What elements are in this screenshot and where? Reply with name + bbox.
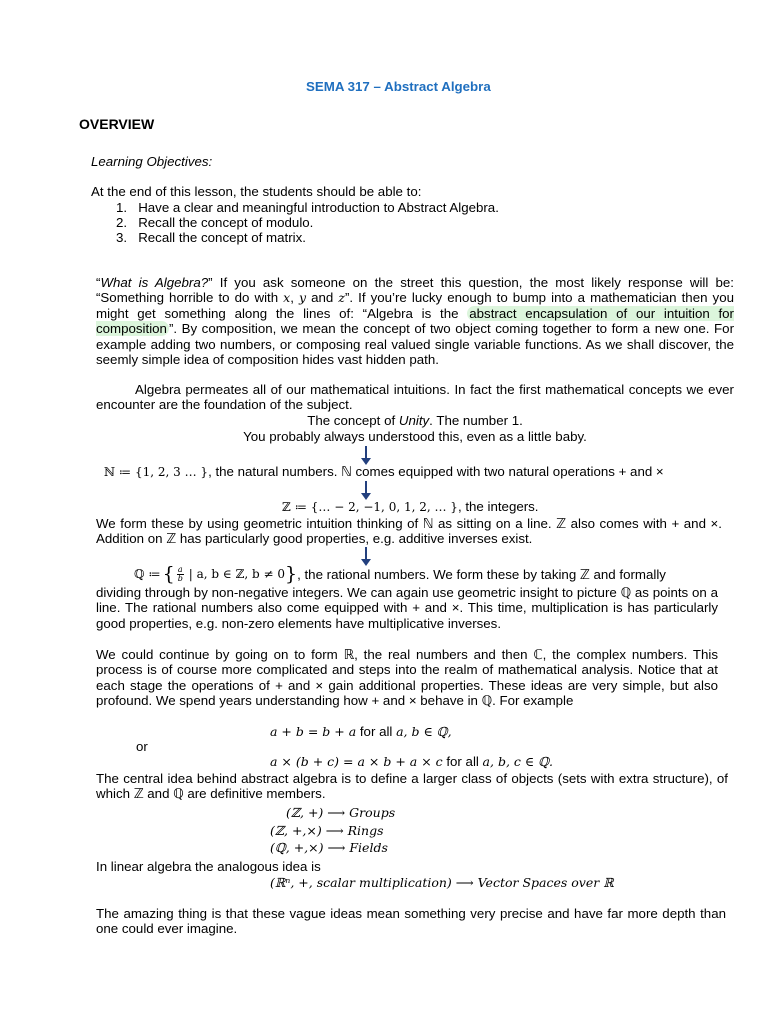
down-arrow-icon [365, 446, 367, 460]
paragraph-rationals: dividing through by non-negative integers. We can again use geometric insight to picture ℚ as points on a line. The rational numbers also come equipped with + and ×. This time, multiplication is has particularly good properties, e.g. non-zero elements have multiplicative inverses. [96, 585, 718, 631]
paragraph-integers: We form these by using geometric intuition thinking of ℕ as sitting on a line. ℤ also comes with + and ×. Addition on ℤ has particularly good properties, e.g. additive inverses exist. [96, 516, 722, 547]
paragraph-continue: We could continue by going on to form ℝ, the real numbers and then ℂ, the complex numbers. This process is of course more complicated and steps into the realm of mathematical analysis. Notice that at each stage the operations of + and × gain additional properties. These ideas are very simple, but also profound. We spend years understanding how + and × behave in ℚ. For example [96, 647, 718, 709]
right-brace: } [285, 563, 298, 585]
highlighted-phrase: abstract encapsulation of our intuition for composition [96, 305, 734, 337]
mapping-rings: (ℤ, +,×) ⟶ Rings [270, 823, 384, 838]
paragraph-amazing: The amazing thing is that these vague ideas mean something very precise and have far more depth than one could ever imagine. [96, 906, 726, 937]
equation-commutativity: a + b = b + a for all a, b ∈ ℚ, [270, 724, 452, 739]
mapping-fields: (ℚ, +,×) ⟶ Fields [270, 840, 388, 855]
paragraph-central-idea: The central idea behind abstract algebra is to define a larger class of objects (sets with extra structure), of which ℤ and ℚ are definitive members. [96, 771, 728, 802]
paragraph-what-is-algebra: “What is Algebra?” If you ask someone on the street this question, the most likely response will be: “Something horrible to do with x, y and z”. If you’re lucky enough to bump into a mathematician then you might get something along the lines of: “Algebra is the abstract encapsulation of our intuition for composition ”. By composition, we mean the concept of two object coming together to form a new one. For example adding two numbers, or composing real valued single variable functions. As we shall discover, the seemly simple idea of composition hides vast hidden path. [96, 275, 734, 368]
rationals-line: ℚ ≔ { a b | a, b ∈ ℤ, b ≠ 0 } , the rational numbers. We form these by taking ℤ and formally [134, 563, 666, 585]
list-item: 1. Have a clear and meaningful introduction to Abstract Algebra. [116, 200, 499, 215]
mapping-vector-spaces: (ℝⁿ, +, scalar multiplication) ⟶ Vector Spaces over ℝ [270, 875, 614, 890]
or-label: or [136, 739, 148, 754]
integers-line: ℤ ≔ {… − 2, −1, 0, 1, 2, … }, the integers. [282, 499, 539, 514]
down-arrow-icon [365, 547, 367, 561]
equation-distributivity: a × (b + c) = a × b + a × c for all a, b, c ∈ ℚ. [270, 754, 553, 769]
objectives-label: Learning Objectives: [91, 154, 213, 169]
fraction: a b [177, 565, 183, 584]
natural-numbers-line: ℕ ≔ {1, 2, 3 … }, the natural numbers. ℕ comes equipped with two natural operations + and × [104, 464, 664, 479]
paragraph-permeates: Algebra permeates all of our mathematical intuitions. In fact the first mathematical concepts we ever encounter are the foundation of the subject. [96, 382, 734, 413]
list-item: 2. Recall the concept of modulo. [116, 215, 314, 230]
objectives-intro: At the end of this lesson, the students should be able to: [91, 184, 422, 199]
down-arrow-icon [365, 481, 367, 495]
section-heading: OVERVIEW [79, 116, 155, 132]
document-title: SEMA 317 – Abstract Algebra [306, 79, 491, 94]
left-brace: { [162, 563, 175, 585]
unity-line: The concept of Unity. The number 1. [307, 413, 523, 428]
mapping-groups: (ℤ, +) ⟶ Groups [286, 805, 396, 820]
unity-baby-line: You probably always understood this, even as a little baby. [243, 429, 587, 444]
list-item: 3. Recall the concept of matrix. [116, 230, 306, 245]
linear-algebra-line: In linear algebra the analogous idea is [96, 859, 321, 874]
